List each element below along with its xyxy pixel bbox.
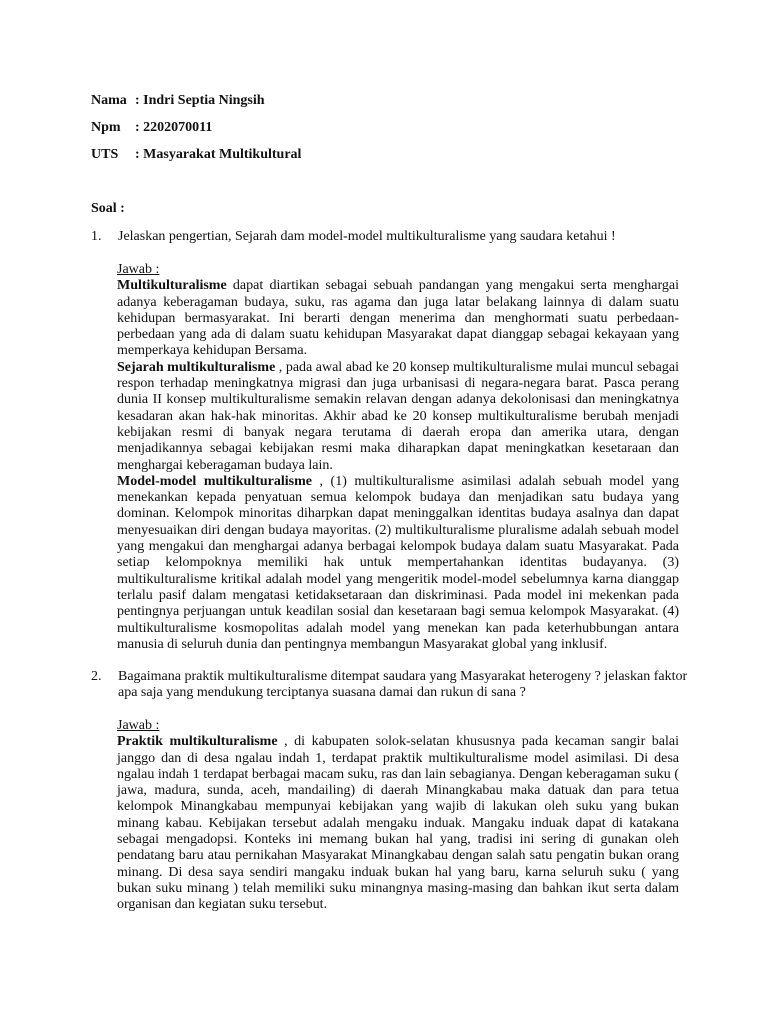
uts-row: [91, 147, 301, 174]
term-sejarah: Sejarah multikulturalisme: [117, 359, 276, 375]
npm-row: [91, 120, 301, 147]
question-1: [91, 229, 691, 245]
question-2: [91, 669, 691, 702]
practice-text: , di kabupaten solok-selatan khususnya pada kecaman sangir balai janggo dan di desa ngalau indah 1, terdapat praktik multikulturalisme model asimilasi. Di desa ngalau indah 1 terdapat berbagai macam suku, ras dan lain sebagianya. Dengan keberagaman suku ( jawa, madura, sunda, aceh, mandailing) di daerah Minangkabau maka datuak dan para tetua kelompok Minangkabau mempunyai kebijakan yang wajib di lakukan oleh suku yang bukan minang kabau. Kebijakan tersebut adalah mengaku induak. Mangaku induak dapat di katakana sebagai mengadopsi. Konteks ini memang bukan hal yang, tradisi ini sering di gunakan oleh pendatang baru atau pernikahan Masyarakat Minangkabau dengan salah satu pengatin bukan orang minang. Di desa saya sendiri mangaku induak bukan hal yang baru, karna seluruh suku ( yang bukan suku minang ) telah memiliki suku minangnya masing-masing dan bahkan ikut serta dalam organisan dan kegiatan suku tersebut.: [117, 734, 679, 913]
question-1-text: Jelaskan pengertian, Sejarah dam model-model multikulturalisme yang saudara ketahui !: [118, 229, 616, 244]
nama-row: [91, 93, 301, 120]
answer-1-paragraph-definition: [117, 278, 679, 359]
uts-value: : Masyarakat Multikultural: [135, 147, 302, 162]
history-text: , pada awal abad ke 20 konsep multikulturalisme mulai muncul sebagai respon terhadap meningkatnya migrasi dan juga urbanisasi di negara-negara barat. Pasca perang dunia II konsep multikulturalisme semakin relavan dengan adanya dekolonisasi dan meningkatnya kesadaran akan hak-hak minoritas. Akhir abad ke 20 konsep multikulturalisme berubah menjadi kebijakan resmi di banyak negara terutama di daerah eropa dan amerika utara, dengan menjadikannya sebagai kebijakan resmi maka diharapkan dapat meningkatkan kesetaraan dan menghargai keberagaman budaya lain.: [117, 359, 679, 473]
answer-2-paragraph-practice: [117, 734, 679, 913]
nama-value: : Indri Septia Ningsih: [135, 93, 265, 108]
answer-1-jawab-label: Jawab :: [117, 262, 160, 277]
term-model-model: Model-model multikulturalisme: [117, 473, 312, 489]
soal-heading: Soal :: [91, 201, 125, 216]
answer-1: [117, 262, 679, 653]
question-2-number: 2.: [91, 669, 102, 684]
answer-1-paragraph-history: [117, 360, 679, 474]
term-multikulturalisme: Multikulturalisme: [117, 278, 227, 294]
question-2-text: Bagaimana praktik multikulturalisme ditempat saudara yang Masyarakat heterogeny ? jelaskan faktor apa saja yang mendukung terciptanya suasana damai dan rukun di sana ?: [118, 669, 688, 701]
answer-1-paragraph-models: [117, 474, 679, 653]
uts-label: UTS: [91, 147, 119, 162]
models-text: , (1) multikulturalisme asimilasi adalah sebuah model yang menekankan kepada penyatuan semua kelompok budaya dan menjadikan satu budaya yang dominan. Kelompok minoritas diharpkan dapat meninggalkan identitas budaya asalnya dan dapat menyesuaikan diri dengan budaya mayoritas. (2) multikulturalisme pluralisme adalah sebuah model yang mengakui dan menghargai adanya berbagai kelompok budaya dalam suatu Masyarakat. Pada setiap kelompoknya memiliki hak untuk mempertahankan identitas budayanya. (3) multikulturalisme kritikal adalah model yang mengeritik model-model sebelumnya karna dianggap terlalu pasif dalam mengatasi ketidaksetaraan dan diskriminasi. Pada model ini mekenkan pada pentingnya perjuangan untuk keadilan sosial dan kesetaraan bagi semua kelompok Masyarakat. (4) multikulturalisme kosmopolitas adalah model yang menekan kan pada keterhubbungan antara manusia di seluruh dunia dan pentingnya membangun Masyarakat global yang inklusif.: [117, 473, 679, 652]
student-header: [91, 93, 301, 174]
question-1-number: 1.: [91, 229, 102, 244]
answer-2: [117, 718, 679, 914]
answer-2-jawab-label: Jawab :: [117, 718, 160, 733]
npm-label: Npm: [91, 120, 121, 135]
definition-text: dapat diartikan sebagai sebuah pandangan yang mengakui serta menghargai adanya keberagaman budaya, suku, ras agama dan juga latar belakang lainnya di dalam suatu kehidupan bermasyarakat. Ini berarti dengan menerima dan menghormati suatu perbedaan-perbedaan yang ada di dalam suatu kehidupan Masyarakat dapat dianggap sebagai kekayaan yang memperkaya kehidupan Bersama.: [117, 278, 679, 359]
nama-label: Nama: [91, 93, 127, 108]
npm-value: : 2202070011: [135, 120, 213, 135]
term-praktik: Praktik multikulturalisme: [117, 734, 278, 750]
